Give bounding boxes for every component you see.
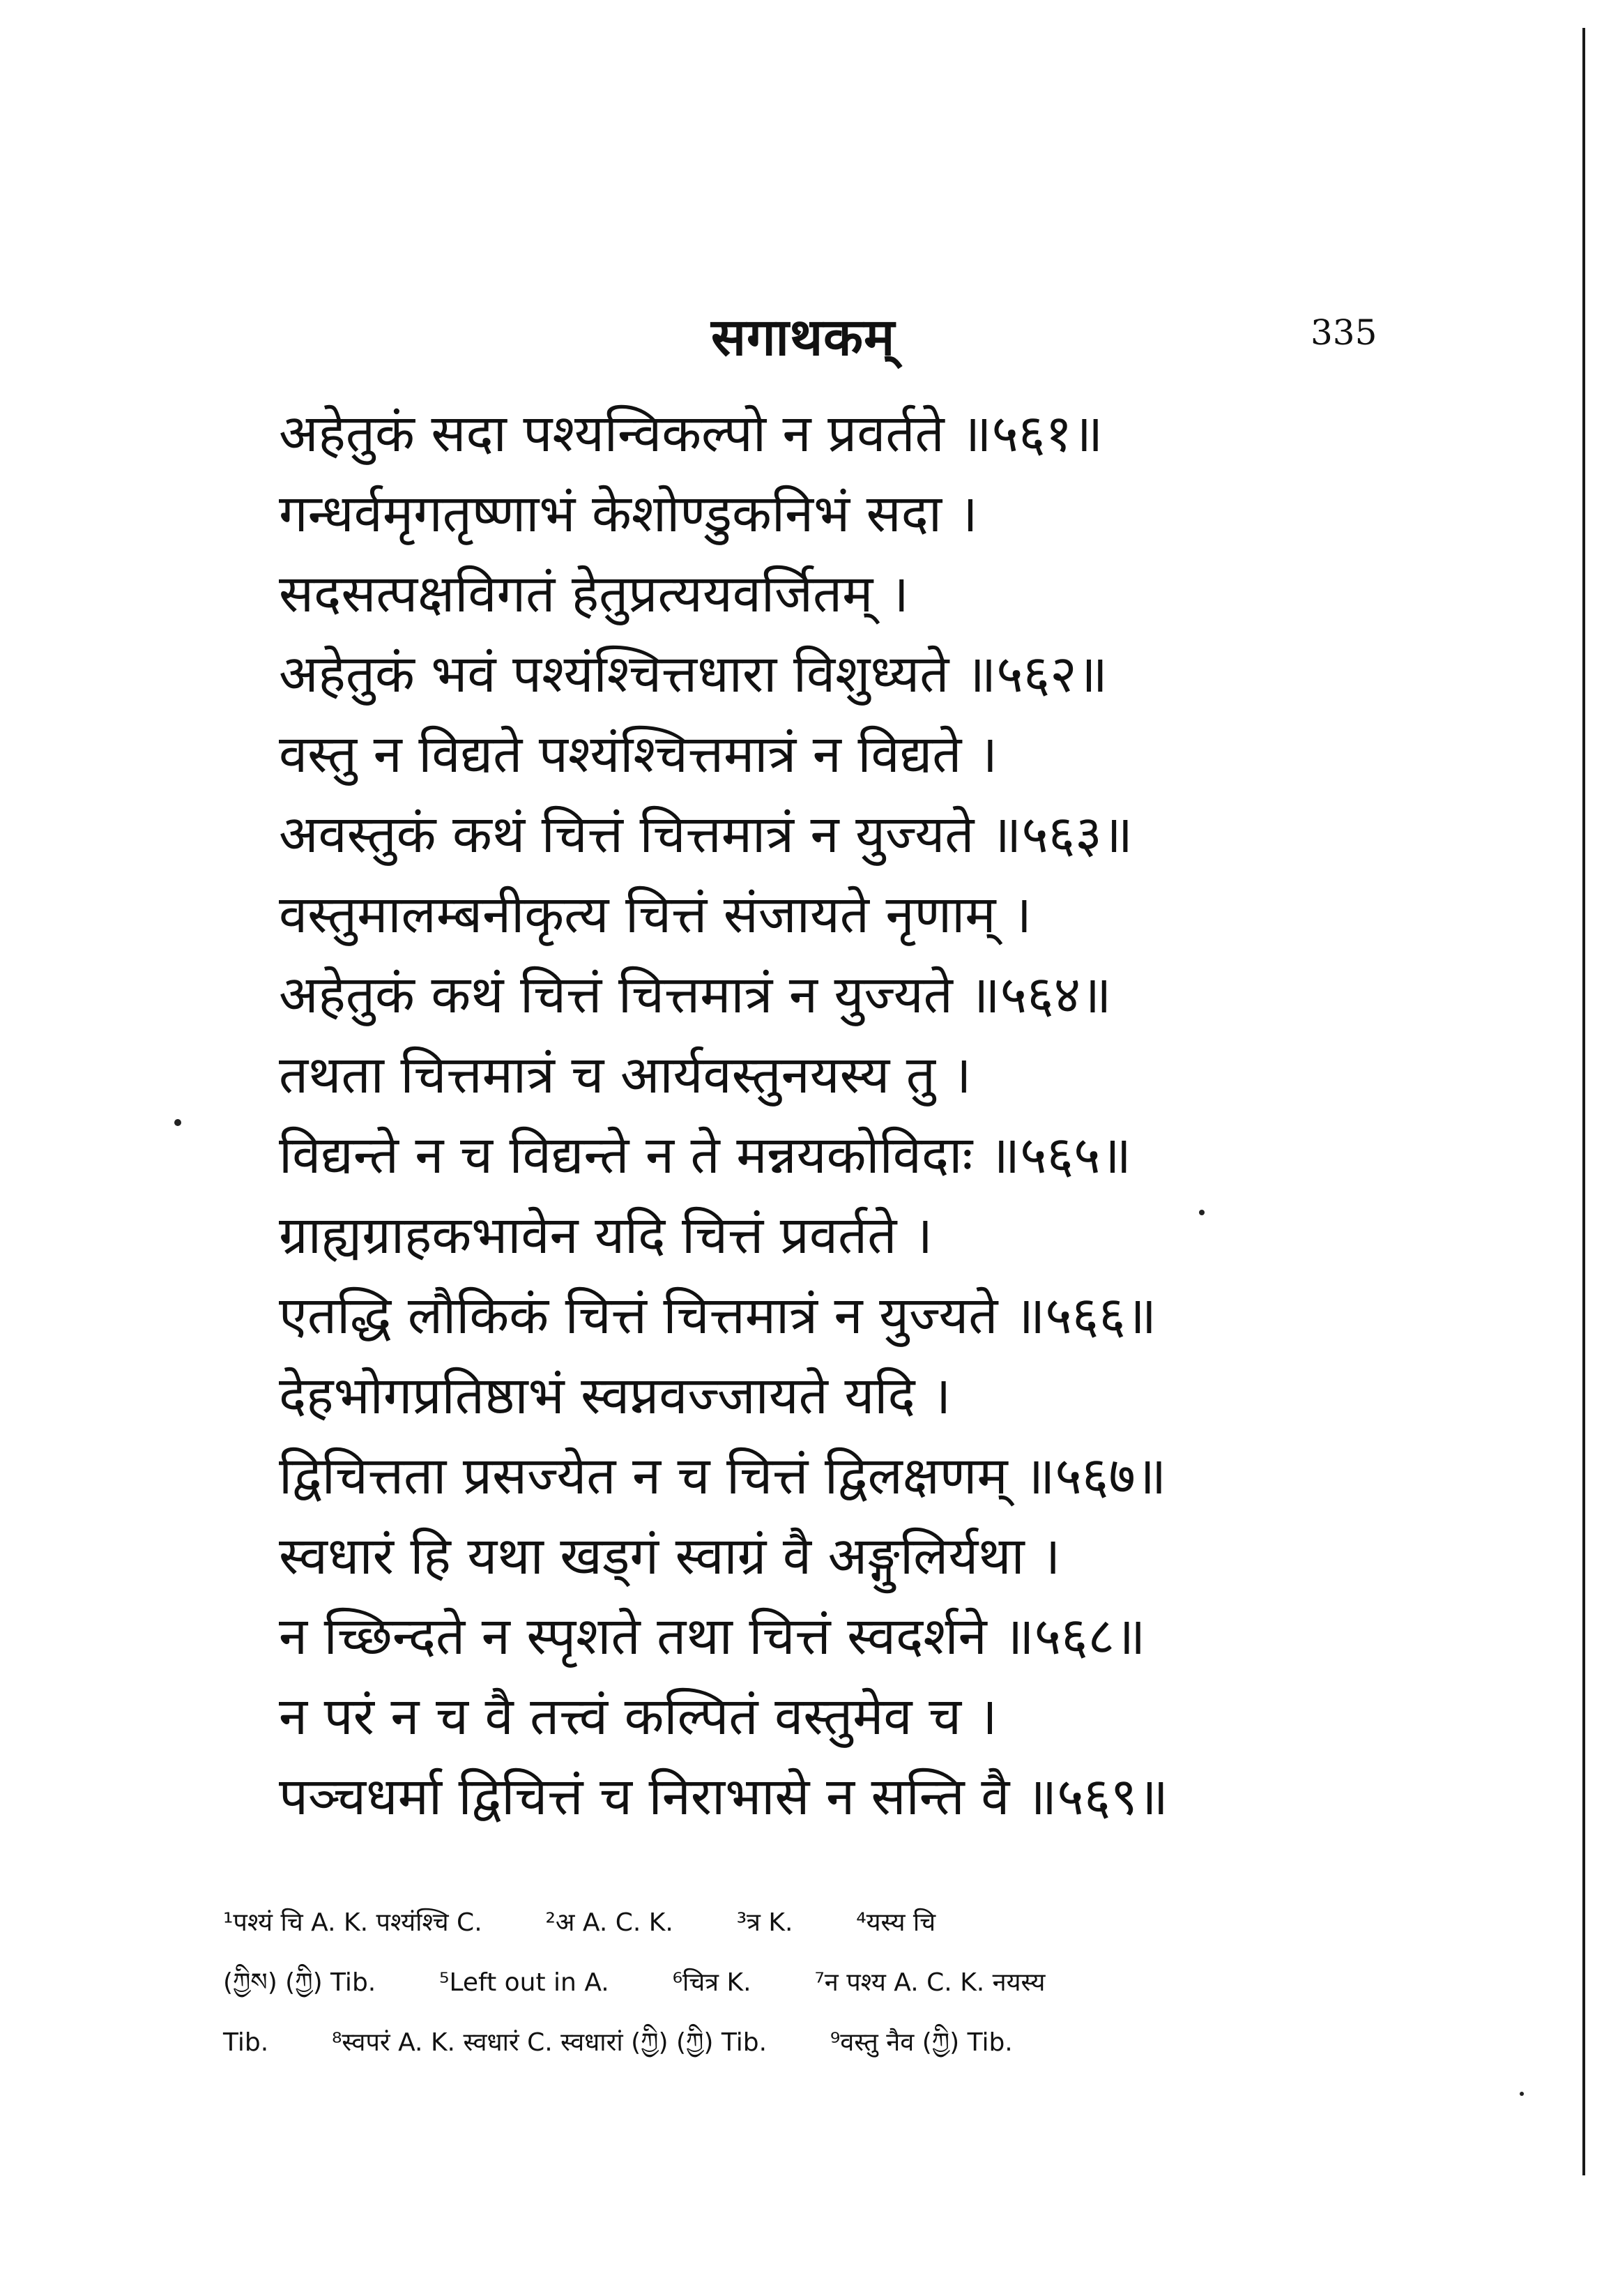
verse-line: तथता चित्तमात्रं च आर्यवस्तुनयस्य तु । <box>279 1045 972 1105</box>
page-edge-line <box>1582 28 1585 2175</box>
verse-line: अहेतुकं सदा पश्यन्विकल्पो न प्रवर्तते ॥५६१॥ <box>279 404 1104 464</box>
footnote: ⁴यस्य चि <box>856 1908 936 1937</box>
verse-line: अहेतुकं कथं चित्तं चित्तमात्रं न युज्यते ॥५६४॥ <box>279 965 1112 1025</box>
footnote: ⁷न पश्य A. C. K. नयस्य <box>814 1968 1046 1997</box>
verse-line: विद्यन्ते न च विद्यन्ते न ते मन्नयकोविदाः ॥५६५॥ <box>279 1125 1131 1185</box>
footnote: ⁵Left out in A. <box>439 1968 609 1997</box>
footnote: ²अ A. C. K. <box>545 1908 673 1937</box>
footnote: ⁶चित्र K. <box>672 1968 751 1997</box>
verse-line: वस्तुमालम्बनीकृत्य चित्तं संजायते नृणाम् । <box>279 885 1032 945</box>
footnote: Tib. <box>223 2028 269 2057</box>
verse-line: अवस्तुकं कथं चित्तं चित्तमात्रं न युज्यते ॥५६३॥ <box>279 805 1133 865</box>
footnote: (ཀྱིས) (ཀྱི) Tib. <box>223 1968 376 1997</box>
print-speck <box>1199 1210 1205 1215</box>
verse-line: सदसत्पक्षविगतं हेतुप्रत्ययवर्जितम् । <box>279 564 909 624</box>
footnote-line <box>223 1893 1394 1953</box>
verse-line: न च्छिन्दते न स्पृशते तथा चित्तं स्वदर्शने ॥५६८॥ <box>279 1606 1146 1666</box>
verse-line: देहभोगप्रतिष्ठाभं स्वप्नवज्जायते यदि । <box>279 1366 952 1426</box>
verse-line: पञ्चधर्मा द्विचित्तं च निराभासे न सन्ति वै ॥५६९॥ <box>279 1767 1168 1827</box>
footnotes <box>223 1893 1394 2073</box>
verse-line: अहेतुकं भवं पश्यंश्चित्तधारा विशुध्यते ॥५६२॥ <box>279 644 1108 704</box>
footnote: ⁹वस्तु नैव (ཀྱི) Tib. <box>830 2028 1013 2057</box>
verse-line: ग्राह्यग्राहकभावेन यदि चित्तं प्रवर्तते । <box>279 1206 933 1265</box>
verse-line: द्विचित्तता प्रसज्येत न च चित्तं द्विलक्षणम् ॥५६७॥ <box>279 1446 1167 1506</box>
running-title: सगाथकम् <box>711 307 896 367</box>
verse-block <box>279 394 1394 1837</box>
verse-line: एतद्धि लौकिकं चित्तं चित्तमात्रं न युज्यते ॥५६६॥ <box>279 1286 1157 1346</box>
verse-line: स्वधारं हि यथा खड्गं स्वाग्रं वै अङ्गुलिर्यथा । <box>279 1526 1061 1586</box>
print-speck <box>1520 2092 1524 2096</box>
verse-line: वस्तु न विद्यते पश्यंश्चित्तमात्रं न विद्यते । <box>279 724 998 784</box>
footnote: ¹पश्यं चि A. K. पश्यंश्चि C. <box>223 1908 482 1937</box>
verse-line: गन्धर्वमृगतृष्णाभं केशोण्डुकनिभं सदा । <box>279 484 978 544</box>
verse-line: न परं न च वै तत्त्वं कल्पितं वस्तुमेव च । <box>279 1687 998 1747</box>
print-speck <box>174 1119 181 1126</box>
footnote-line <box>223 2013 1394 2073</box>
page-number: 335 <box>1311 312 1377 353</box>
footnote: ³त्र K. <box>736 1908 793 1937</box>
footnote-line <box>223 1953 1394 2013</box>
footnote: ⁸स्वपरं A. K. स्वधारं C. स्वधारां (ཀྱི) (ཀྱི) Tib. <box>332 2028 768 2057</box>
